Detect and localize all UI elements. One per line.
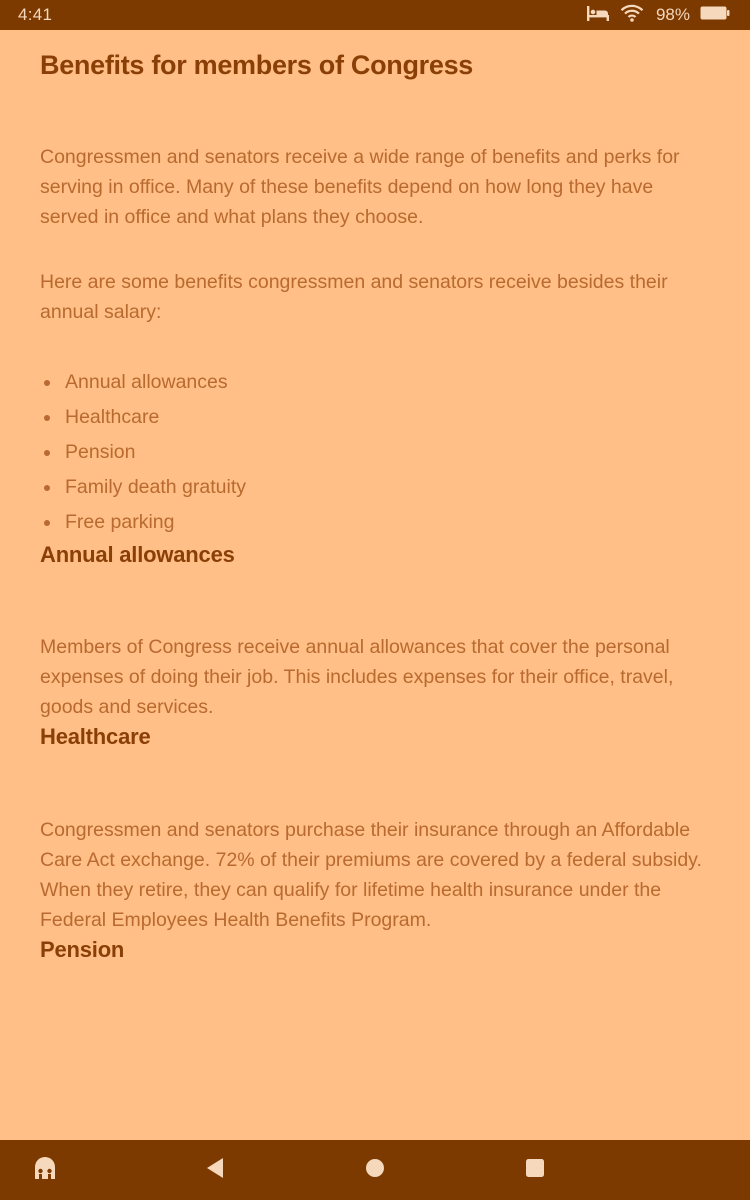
list-item: Healthcare: [65, 400, 710, 435]
list-item: Family death gratuity: [65, 470, 710, 505]
battery-icon: [700, 5, 730, 26]
wifi-icon: [620, 4, 644, 27]
intro-paragraph: Here are some benefits congressmen and senators receive besides their annual salary:: [40, 271, 668, 323]
kids-profile-button[interactable]: [22, 1140, 68, 1200]
back-button[interactable]: [190, 1140, 240, 1200]
section-body-healthcare: Congressmen and senators purchase their insurance through an Affordable Care Act exchange. 72% of their premiums are covered by a federal subsidy. When they retire, they can qualify for lifetime health insurance under the Federal Employees Health Benefits Program.: [40, 819, 702, 931]
home-button[interactable]: [350, 1140, 400, 1200]
battery-percent: 98%: [655, 5, 690, 24]
recents-button[interactable]: [510, 1140, 560, 1200]
section-heading-pension: Pension: [40, 937, 125, 962]
bed-icon: [586, 4, 610, 27]
benefits-list: [40, 365, 710, 540]
status-bar: [0, 0, 750, 30]
section-body-annual-allowances: Members of Congress receive annual allowances that cover the personal expenses of doing their job. This includes expenses for their office, travel, goods and services.: [40, 636, 674, 718]
page-title: Benefits for members of Congress: [40, 50, 473, 80]
kids-profile-icon: [31, 1155, 59, 1186]
intro-paragraph: Congressmen and senators receive a wide range of benefits and perks for serving in office. Many of these benefits depend on how long they have served in office and what plans they choose.: [40, 146, 680, 228]
back-icon: [204, 1156, 226, 1185]
recents-icon: [524, 1157, 546, 1184]
list-item: Free parking: [65, 505, 710, 540]
list-item: Pension: [65, 435, 710, 470]
status-icons: [586, 4, 730, 27]
list-item: Annual allowances: [65, 365, 710, 400]
status-time: 4:41: [18, 5, 53, 24]
section-heading-healthcare: Healthcare: [40, 724, 151, 749]
section-heading-annual-allowances: Annual allowances: [40, 542, 235, 567]
article-content[interactable]: [0, 30, 750, 1140]
navigation-bar: [0, 1140, 750, 1200]
home-icon: [364, 1157, 386, 1184]
